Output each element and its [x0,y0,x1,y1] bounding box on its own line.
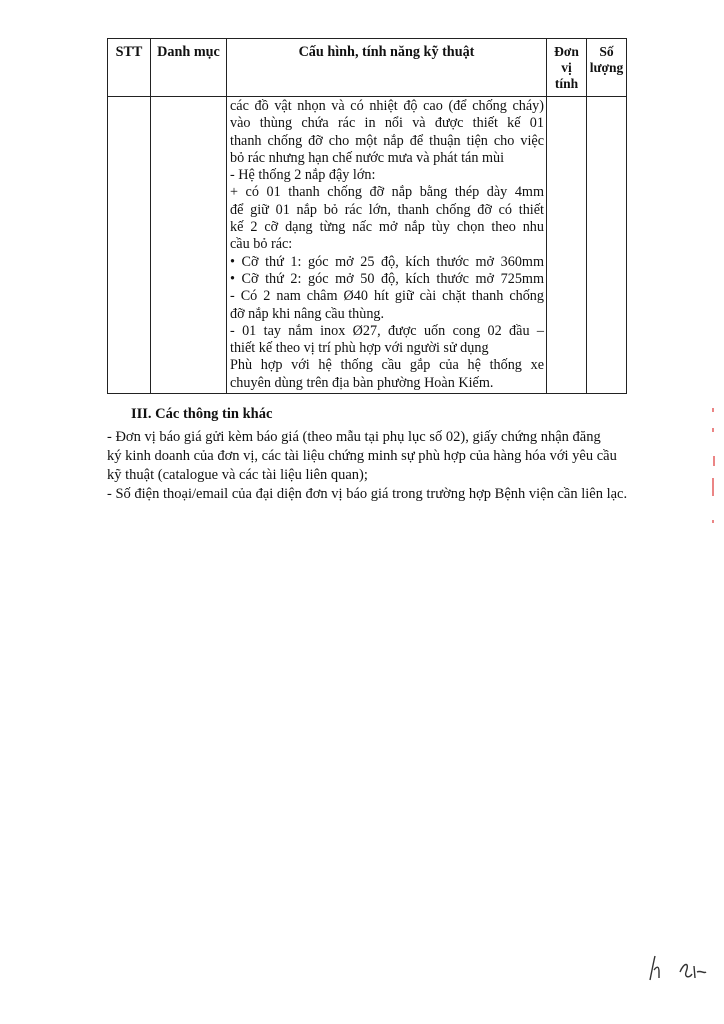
spec-line: các đồ vật nhọn và có nhiệt độ cao (để chống cháy) [230,98,544,114]
spec-line: vào thùng chứa rác in nổi và được thiết kế 01 [230,115,544,132]
stamp-mark [712,520,714,523]
section-line: - Đơn vị báo giá gửi kèm báo giá (theo mẫu tại phụ lục số 02), giấy chứng nhận đăng [107,429,601,445]
cell-stt [108,97,151,394]
spec-line: thanh chống đỡ cho một nắp để thuận tiện cho việc [230,132,544,149]
spec-line: - Có 2 nam châm Ø40 hít giữ cài chặt thanh chống [230,288,544,305]
spec-line: đỡ nắp khi nâng cầu thùng. [230,305,385,322]
cell-don-vi-tinh [547,97,587,394]
cell-so-luong [587,97,627,394]
cell-specification [227,97,547,394]
spec-line: - 01 tay nắm inox Ø27, được uốn cong 02 đầu – [230,322,544,339]
spec-line: thiết kế theo vị trí phù hợp với người sử dụng [230,340,489,357]
spec-line: • Cỡ thứ 2: góc mở 50 độ, kích thước mở 725mm [230,270,544,287]
header-stt: STT [108,39,151,97]
stamp-mark [713,456,715,466]
stamp-mark [712,478,714,496]
table-row [108,97,627,394]
table-header-row [108,39,627,97]
stamp-mark [712,408,714,412]
header-cau-hinh: Cấu hình, tính năng kỹ thuật [227,39,547,97]
spec-line: + có 01 thanh chống đỡ nắp bằng thép dày 4mm [230,184,544,201]
section-line: ký kinh doanh của đơn vị, các tài liệu chứng minh sự phù hợp của hàng hóa với yêu cầu [107,448,617,464]
header-so-luong: Số lượng [587,39,627,97]
cell-danh-muc [151,97,227,394]
spec-table [107,38,627,394]
section-line: - Số điện thoại/email của đại diện đơn vị báo giá trong trường hợp Bệnh viện cần liên lạc. [107,486,628,502]
stamp-mark [712,428,714,432]
spec-line: để giữ 01 nắp bỏ rác lớn, thanh chống đỡ có thiết [230,201,544,218]
header-don-vi-tinh: Đơn vị tính [547,39,587,97]
section-line: kỹ thuật (catalogue và các tài liệu liên quan); [107,467,368,483]
spec-line: cầu bỏ rác: [230,236,293,253]
header-danh-muc: Danh mục [151,39,227,97]
spec-line: • Cỡ thứ 1: góc mở 25 độ, kích thước mở 360mm [230,253,544,270]
handwritten-initials [646,952,710,984]
spec-line: Phù hợp với hệ thống cầu gắp của hệ thống xe [230,357,544,374]
section-paragraph [107,428,635,504]
spec-line: chuyên dùng trên địa bàn phường Hoàn Kiếm. [230,374,494,391]
spec-line: - Hệ thống 2 nắp đậy lớn: [230,167,376,184]
spec-line: kế 2 cỡ dạng từng nấc mở nắp tùy chọn theo nhu [230,219,544,236]
spec-line: bỏ rác nhưng hạn chế nước mưa và phát tán mùi [230,149,505,166]
section-title: III. Các thông tin khác [131,406,273,422]
